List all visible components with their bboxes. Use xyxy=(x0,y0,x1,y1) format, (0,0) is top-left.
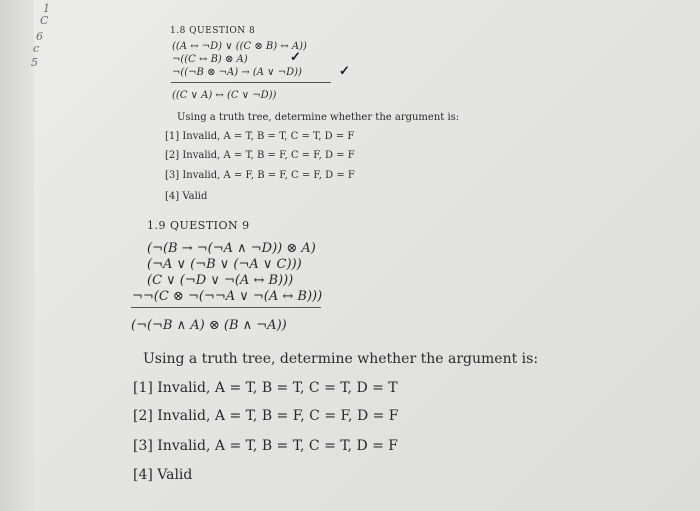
edge-mark: 5 xyxy=(31,56,38,69)
q9-option-4: [4] Valid xyxy=(133,467,193,483)
q9-option-2: [2] Invalid, A = T, B = F, C = F, D = F xyxy=(133,408,399,424)
q9-prompt: Using a truth tree, determine whether the argument is: xyxy=(143,351,539,367)
q9-premise-1: (¬(B → ¬(¬A ∧ ¬D)) ⊗ A) xyxy=(147,241,316,256)
q8-premise-3: ¬((¬B ⊗ ¬A) → (A ∨ ¬D)) xyxy=(172,67,302,78)
question-8-title: 1.8 QUESTION 8 xyxy=(170,26,256,36)
check-mark-icon: ✓ xyxy=(339,64,350,79)
edge-mark: C xyxy=(40,14,49,27)
check-mark-icon: ✓ xyxy=(290,50,301,65)
conclusion-divider xyxy=(171,82,331,83)
q9-premise-2: (¬A ∨ (¬B ∨ (¬A ∨ C))) xyxy=(147,257,302,272)
q9-premise-3: (C ∨ (¬D ∨ ¬(A ↔ B))) xyxy=(147,273,294,288)
q8-option-4: [4] Valid xyxy=(165,191,208,202)
edge-mark: 6 xyxy=(36,30,43,43)
q8-premise-1: ((A ↔ ¬D) ∨ ((C ⊗ B) ↔ A)) xyxy=(172,41,307,52)
q9-premise-4: ¬¬(C ⊗ ¬(¬¬A ∨ ¬(A ↔ B))) xyxy=(132,289,323,304)
q8-option-2: [2] Invalid, A = T, B = F, C = F, D = F xyxy=(165,150,355,161)
q8-prompt: Using a truth tree, determine whether the argument is: xyxy=(177,112,460,123)
q9-option-3: [3] Invalid, A = T, B = T, C = T, D = F xyxy=(133,438,399,454)
q9-conclusion: (¬(¬B ∧ A) ⊗ (B ∧ ¬A)) xyxy=(131,318,287,333)
binding-edge xyxy=(0,0,34,511)
edge-mark: 1 xyxy=(43,2,50,15)
q8-option-3: [3] Invalid, A = F, B = F, C = F, D = F xyxy=(165,170,355,181)
q9-option-1: [1] Invalid, A = T, B = T, C = T, D = T xyxy=(133,380,398,396)
q8-option-1: [1] Invalid, A = T, B = T, C = T, D = F xyxy=(165,131,355,142)
question-9-title: 1.9 QUESTION 9 xyxy=(147,219,250,232)
edge-mark: c xyxy=(33,42,40,55)
conclusion-divider xyxy=(131,307,321,308)
q8-conclusion: ((C ∨ A) ↔ (C ∨ ¬D)) xyxy=(172,90,277,101)
q8-premise-2: ¬((C ↔ B) ⊗ A) xyxy=(172,54,248,65)
